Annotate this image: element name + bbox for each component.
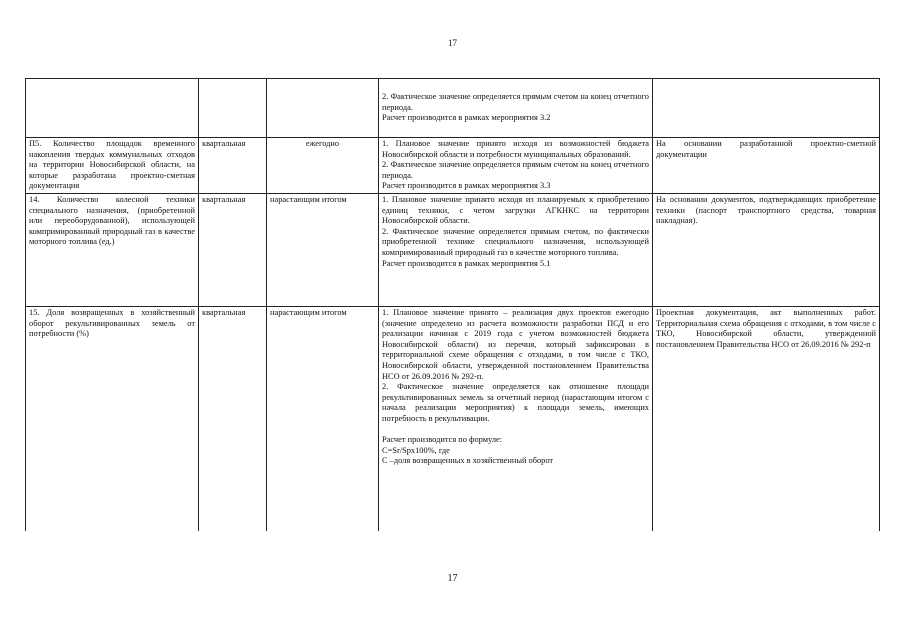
source-cell [653, 79, 880, 138]
table-row [26, 79, 880, 138]
source-cell: На основании разработанной проектно-сметной документации [653, 138, 880, 194]
calculation-cell [379, 193, 653, 306]
calc-paragraph: 2. Фактическое значение определяется прямым счетом на конец отчетного периода. [382, 160, 649, 180]
page-number-bottom: 17 [447, 573, 458, 584]
calc-paragraph: 2. Фактическое значение определяется прямым счетом на конец отчетного периода. [382, 92, 649, 112]
calculation-cell [379, 306, 653, 531]
periodicity-cell: квартальная [199, 138, 267, 194]
source-cell: Проектная документация, акт выполненных работ. Территориальная схема обращения с отходами, в том числе с ТКО, Новосибирской области, утвержденной постановлением Правительства НСО от 26.09.2016 № 292-п [653, 306, 880, 531]
calc-paragraph: Расчет производится в рамках мероприятия 3.2 [382, 113, 551, 123]
indicator-cell: 14. Количество колесной техники специального назначения, (приобретенной или переоборудованной), использующей компримированный природный газ в качестве моторного топлива (ед.) [26, 193, 199, 306]
calc-paragraph: 1. Плановое значение принято – реализация двух проектов ежегодно (значение определено из расчета возможности разработки ПСД и его реализации начиная с 2019 года с учетом возможностей бюджета Новосибирской области) из перечня, который зафиксирован в территориальной схеме обращения с отходами, в том числе с ТКО, Новосибирской области, утвержденной постановлением Правительства НСО от 26.09.2016 № 292-п. [382, 307, 649, 381]
indicator-cell: 15. Доля возвращенных в хозяйственный оборот рекультивированных земель от потребности (%) [26, 306, 199, 531]
source-cell: На основании документов, подтверждающих приобретение техники (паспорт транспортного средства, товарная накладная). [653, 193, 880, 306]
indicator-cell [26, 79, 199, 138]
method-cell [267, 79, 379, 138]
calc-paragraph: Расчет производится по формуле: [382, 435, 503, 445]
table-row [26, 306, 880, 531]
periodicity-cell: квартальная [199, 193, 267, 306]
periodicity-cell [199, 79, 267, 138]
table-row [26, 138, 880, 194]
calc-paragraph: С=Sr/Spx100%, где [382, 445, 450, 455]
calc-paragraph: 2. Фактическое значение определяется прямым счетом, по фактически приобретенной технике специального назначения, использующей компримированный природный газ в качестве моторного топлива. [382, 226, 649, 257]
page-number-top: 17 [448, 38, 457, 48]
indicators-table [25, 78, 880, 531]
method-cell: нарастающим итогом [267, 193, 379, 306]
calc-paragraph: С –доля возвращенных в хозяйственный оборот [382, 456, 554, 466]
periodicity-cell: квартальная [199, 306, 267, 531]
indicator-cell: П5. Количество площадок временного накопления твердых коммунальных отходов на территории Новосибирской области, на которые разработана проектно-сметная документация [26, 138, 199, 194]
calc-paragraph [382, 425, 649, 436]
table-row [26, 193, 880, 306]
calc-paragraph: Расчет производится в рамках мероприятия 5.1 [382, 258, 551, 268]
calculation-cell [379, 79, 653, 138]
method-cell: нарастающим итогом [267, 306, 379, 531]
calc-paragraph: 1. Плановое значение принято исходя из планируемых к приобретению единиц техники, с четом загрузки АГКНКС на территории Новосибирской области. [382, 194, 649, 226]
calc-paragraph: 2. Фактическое значение определяется как отношение площади рекультивированных земель за отчетный период (нарастающим итогом с начала реализации мероприятия) к площади земель, имеющих потребность в рекультивации. [382, 382, 649, 423]
method-cell: ежегодно [267, 138, 379, 194]
calc-paragraph: 1. Плановое значение принято исходя из возможностей бюджета Новосибирской области и потребности муниципальных образований. [382, 139, 649, 159]
calc-paragraph: Расчет производится в рамках мероприятия 3.3 [382, 181, 551, 191]
calculation-cell [379, 138, 653, 194]
